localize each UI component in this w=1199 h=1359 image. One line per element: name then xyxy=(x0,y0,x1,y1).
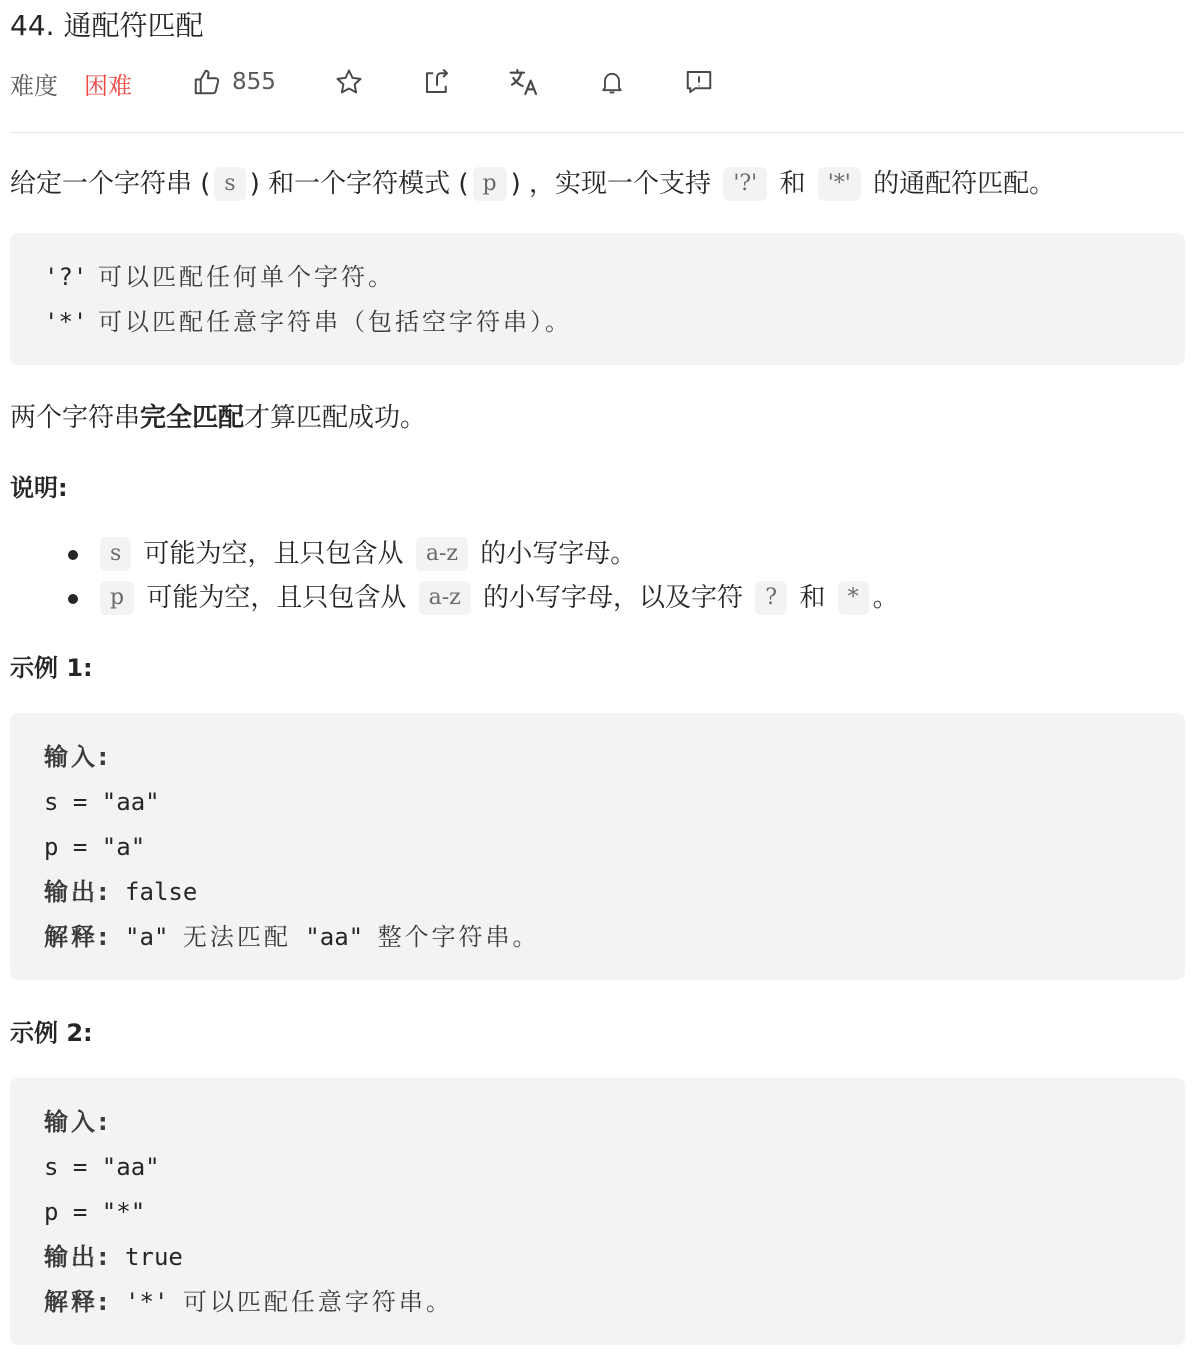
explain-code: "aa" xyxy=(290,923,378,951)
example-1-heading: 示例 1: xyxy=(10,654,93,682)
intro-text-1: 给定一个字符串 ( xyxy=(10,169,211,199)
rule-text: 可以匹配任意字符串（包括空字符串）。 xyxy=(87,308,572,336)
example-1-input-label xyxy=(44,735,1185,780)
explain-label: 解释: xyxy=(44,1288,111,1316)
explain-label: 解释: xyxy=(44,923,111,951)
inline-code-question: '?' xyxy=(723,167,767,201)
inline-code-range: a-z xyxy=(419,581,471,615)
example-2-s-line: s = "aa" xyxy=(44,1153,160,1181)
list-item xyxy=(10,532,899,576)
intro-text-5: 的通配符匹配。 xyxy=(864,169,1056,199)
note-text: 。 xyxy=(872,583,899,613)
thumbs-up-icon xyxy=(192,67,222,97)
example-1-block xyxy=(10,713,1185,980)
inline-code-question: ? xyxy=(755,581,787,615)
intro-text-4: 和 xyxy=(771,169,814,199)
example-1-s-line: s = "aa" xyxy=(44,788,160,816)
problem-title xyxy=(10,6,203,46)
difficulty-badge: 困难 xyxy=(84,72,132,100)
example-2-input-label xyxy=(44,1100,1185,1145)
match-text-before: 两个字符串 xyxy=(10,403,141,433)
explain-code: "a" xyxy=(110,923,183,951)
rule-line-question xyxy=(44,255,1185,300)
favorite-button[interactable] xyxy=(334,62,364,102)
inline-code-s: s xyxy=(100,537,131,571)
inline-code-s: s xyxy=(214,167,245,201)
list-item xyxy=(10,576,899,620)
example-2-p-line: p = "*" xyxy=(44,1198,146,1226)
rule-code: '*' xyxy=(44,308,88,336)
example-1-output xyxy=(44,870,1185,915)
example-1-p-line: p = "a" xyxy=(44,833,146,861)
example-1-explanation xyxy=(44,915,1185,960)
explain-text: 整个字符串。 xyxy=(377,923,540,951)
inline-code-star: '*' xyxy=(818,167,861,201)
like-count: 855 xyxy=(232,69,276,95)
notify-button[interactable] xyxy=(598,62,626,102)
bell-icon xyxy=(598,68,626,96)
translate-icon xyxy=(508,66,540,98)
note-text: 和 xyxy=(791,583,834,613)
problem-number: 44. xyxy=(10,9,55,42)
output-label: 输出: xyxy=(44,878,111,906)
explain-text: 无法匹配 xyxy=(182,923,291,951)
notes-heading: 说明: xyxy=(10,474,68,502)
share-icon xyxy=(422,67,452,97)
explain-code: '*' xyxy=(110,1288,183,1316)
inline-code-range: a-z xyxy=(416,537,468,571)
translate-button[interactable] xyxy=(508,62,540,102)
match-text-bold: 完全匹配 xyxy=(140,403,245,433)
match-text-after: 才算匹配成功。 xyxy=(244,403,427,433)
like-button[interactable] xyxy=(192,62,276,102)
intro-text-3: ) ，实现一个支持 xyxy=(510,169,720,199)
header-divider xyxy=(10,132,1185,133)
share-button[interactable] xyxy=(422,62,452,102)
example-2-explanation xyxy=(44,1280,1185,1325)
note-text: 可能为空，且只包含从 xyxy=(138,583,415,613)
output-value: false xyxy=(110,878,198,906)
output-label: 输出: xyxy=(44,1243,111,1271)
intro-text-2: ) 和一个字符模式 ( xyxy=(249,169,469,199)
note-text: 可能为空，且只包含从 xyxy=(135,539,412,569)
example-2-block xyxy=(10,1078,1185,1345)
wildcard-rules-block xyxy=(10,233,1185,365)
intro-paragraph xyxy=(10,164,1055,204)
input-label: 输入: xyxy=(44,743,111,771)
note-text: 的小写字母，以及字符 xyxy=(474,583,752,613)
input-label: 输入: xyxy=(44,1108,111,1136)
match-sentence xyxy=(10,398,426,438)
star-icon xyxy=(334,67,364,97)
inline-code-p: p xyxy=(100,581,134,615)
problem-meta-bar xyxy=(10,62,1185,102)
rule-line-star xyxy=(44,300,1185,345)
difficulty-label: 难度 xyxy=(10,72,58,100)
rule-text: 可以匹配任何单个字符。 xyxy=(87,263,395,291)
inline-code-star: * xyxy=(838,581,869,615)
feedback-button[interactable] xyxy=(684,62,714,102)
rule-code: '?' xyxy=(44,263,88,291)
example-2-heading: 示例 2: xyxy=(10,1019,93,1047)
notes-list xyxy=(10,532,899,620)
output-value: true xyxy=(110,1243,183,1271)
explain-text: 可以匹配任意字符串。 xyxy=(182,1288,453,1316)
inline-code-p: p xyxy=(473,167,507,201)
feedback-icon xyxy=(684,67,714,97)
note-text: 的小写字母。 xyxy=(471,539,637,569)
problem-name: 通配符匹配 xyxy=(63,9,204,42)
example-2-output xyxy=(44,1235,1185,1280)
